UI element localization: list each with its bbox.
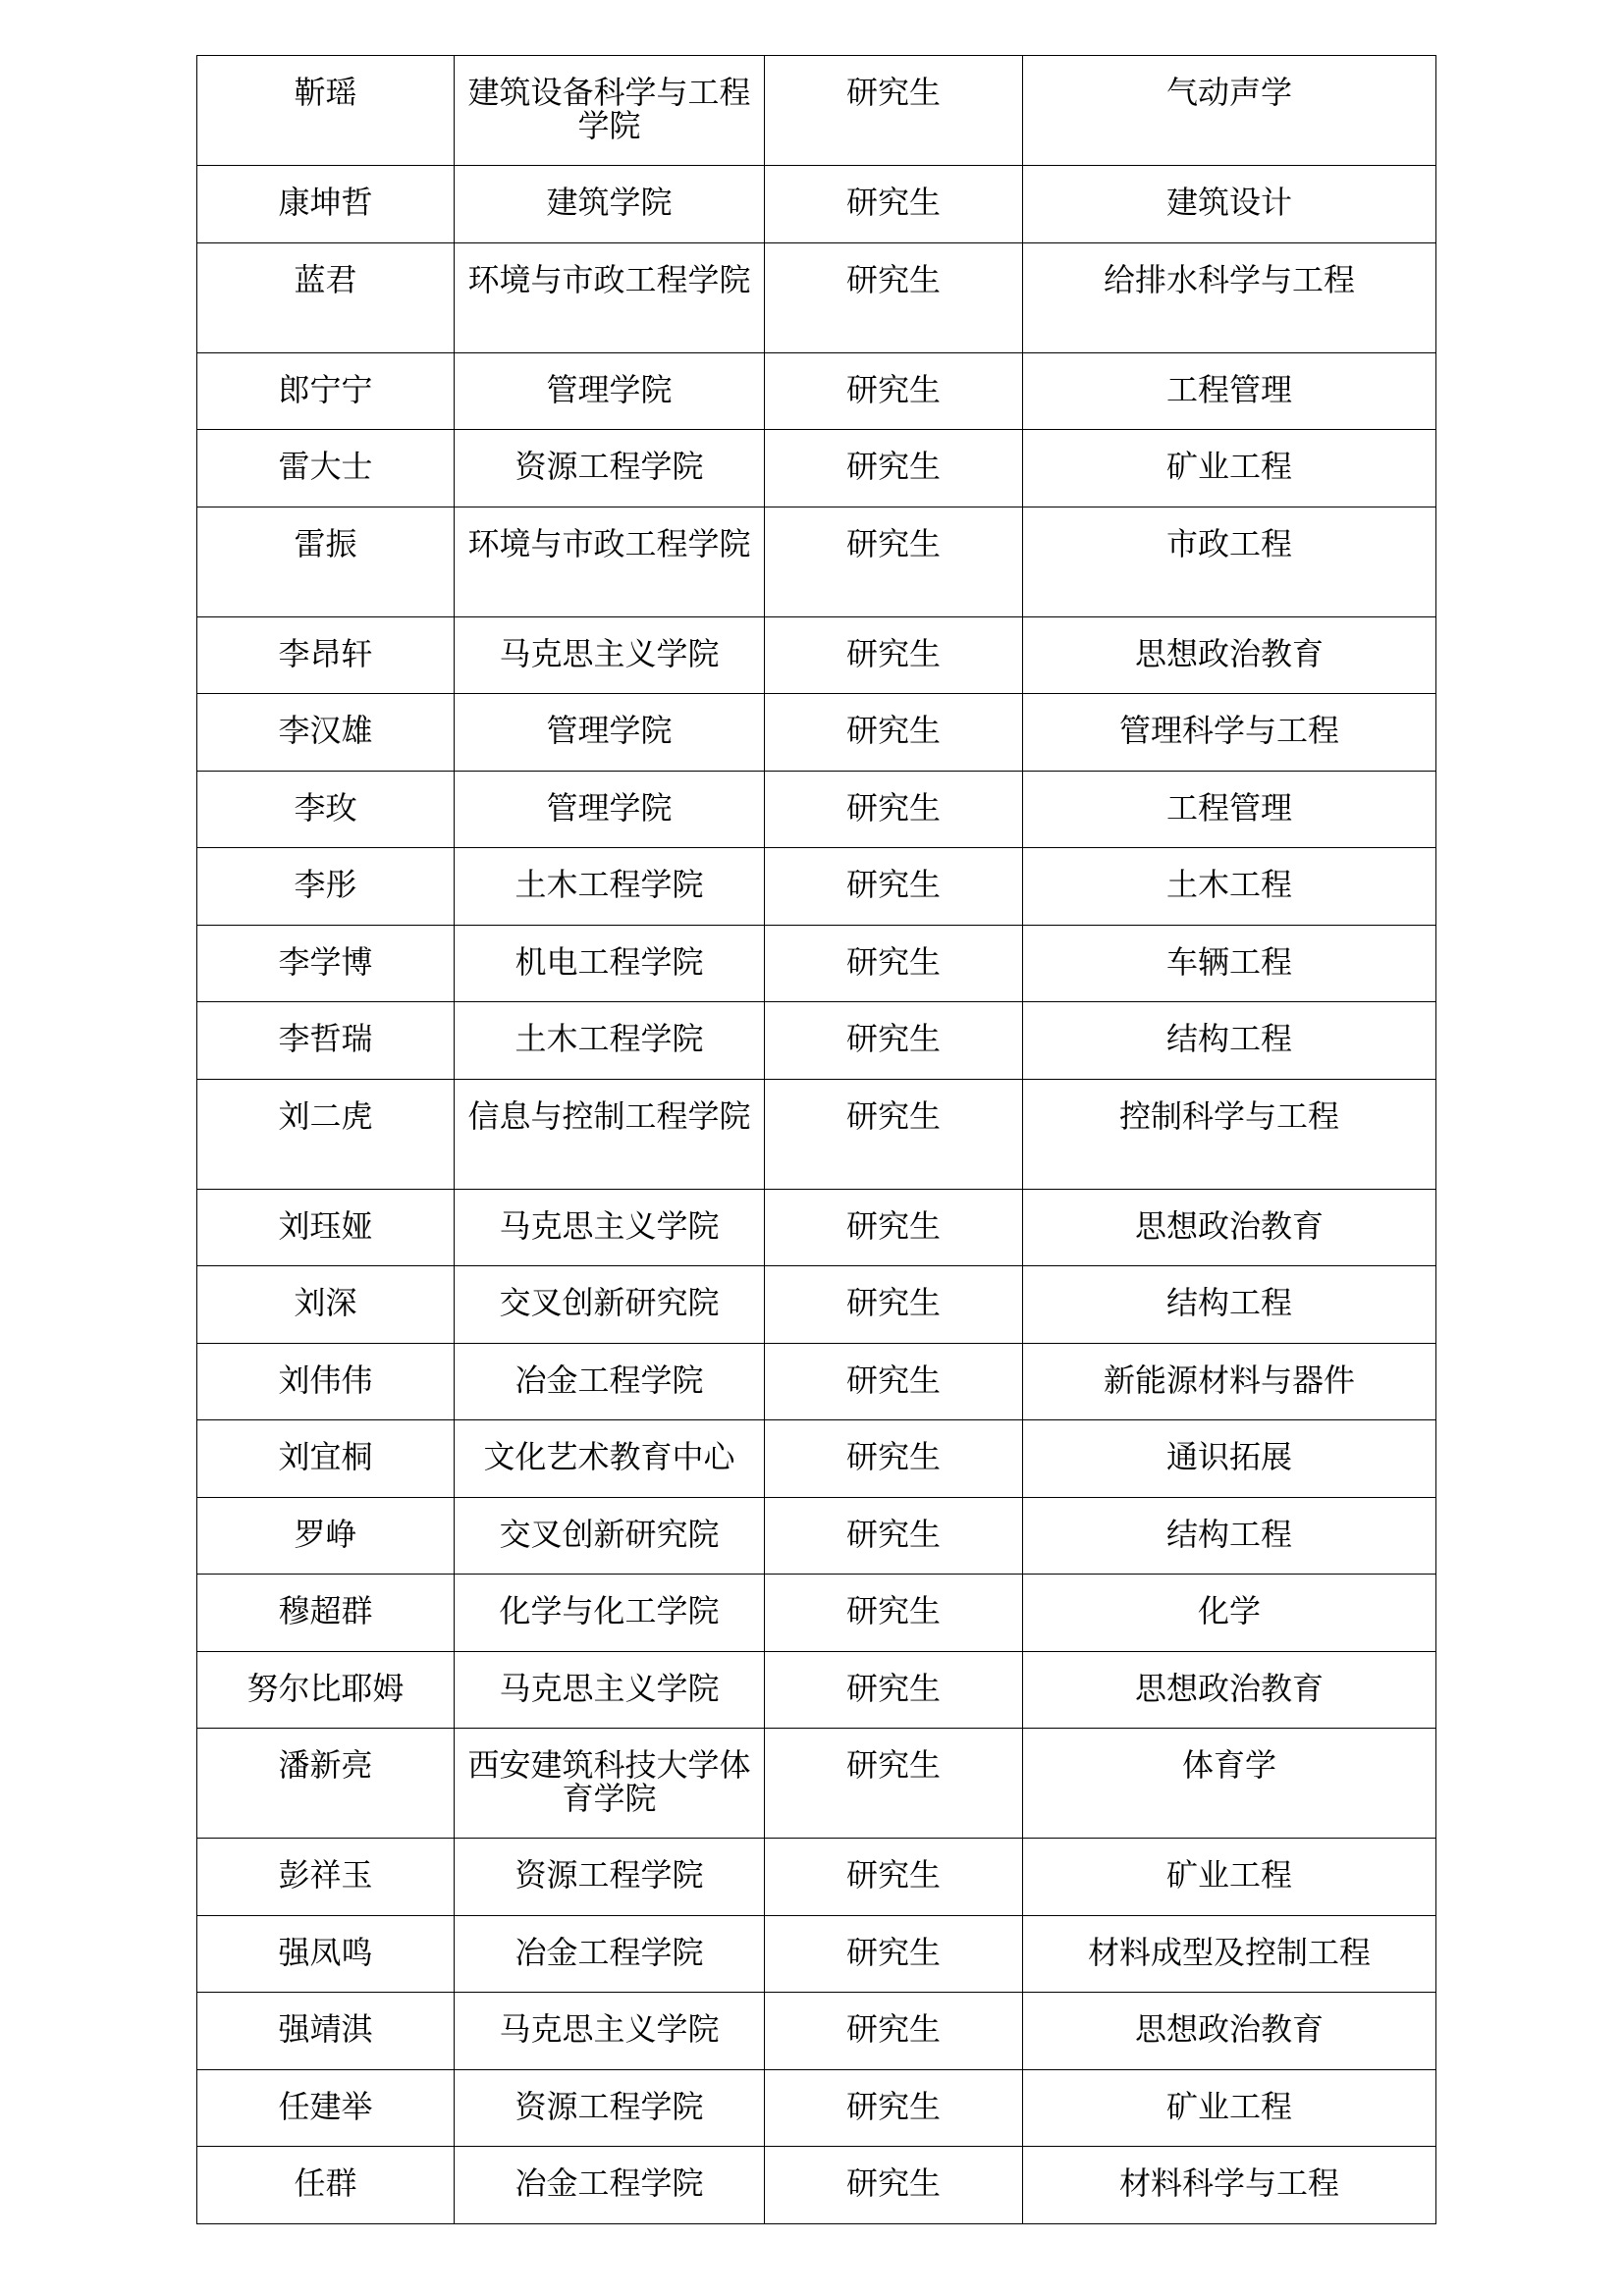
student-type-cell: 研究生	[765, 1497, 1023, 1575]
college-cell: 文化艺术教育中心	[455, 1420, 765, 1498]
student-name-cell: 刘宜桐	[197, 1420, 455, 1498]
major-cell: 思想政治教育	[1023, 1993, 1436, 2070]
college-cell: 土木工程学院	[455, 1002, 765, 1080]
college-cell: 冶金工程学院	[455, 2147, 765, 2224]
student-type-cell: 研究生	[765, 1729, 1023, 1839]
major-cell: 材料成型及控制工程	[1023, 1915, 1436, 1993]
student-name-cell: 刘二虎	[197, 1079, 455, 1189]
student-type-cell: 研究生	[765, 166, 1023, 243]
major-cell: 气动声学	[1023, 56, 1436, 166]
student-name-cell: 刘珏娅	[197, 1189, 455, 1266]
major-cell: 矿业工程	[1023, 1839, 1436, 1916]
student-name-cell: 雷振	[197, 507, 455, 616]
student-name-cell: 李玫	[197, 771, 455, 848]
major-cell: 给排水科学与工程	[1023, 242, 1436, 352]
student-type-cell: 研究生	[765, 1993, 1023, 2070]
college-cell: 马克思主义学院	[455, 1189, 765, 1266]
student-name-cell: 努尔比耶姆	[197, 1651, 455, 1729]
college-cell: 管理学院	[455, 694, 765, 772]
table-row	[197, 1189, 1436, 1266]
student-type-cell: 研究生	[765, 1266, 1023, 1344]
college-cell: 化学与化工学院	[455, 1575, 765, 1652]
major-cell: 矿业工程	[1023, 430, 1436, 507]
student-name-cell: 刘伟伟	[197, 1343, 455, 1420]
college-cell: 冶金工程学院	[455, 1343, 765, 1420]
table-row	[197, 1729, 1436, 1839]
major-cell: 工程管理	[1023, 352, 1436, 430]
table-row	[197, 2069, 1436, 2147]
student-type-cell: 研究生	[765, 1189, 1023, 1266]
college-cell: 资源工程学院	[455, 2069, 765, 2147]
student-type-cell: 研究生	[765, 771, 1023, 848]
student-name-cell: 穆超群	[197, 1575, 455, 1652]
student-type-cell: 研究生	[765, 1839, 1023, 1916]
table-row	[197, 694, 1436, 772]
table-row	[197, 242, 1436, 352]
major-cell: 矿业工程	[1023, 2069, 1436, 2147]
student-name-cell: 强靖淇	[197, 1993, 455, 2070]
student-name-cell: 李哲瑞	[197, 1002, 455, 1080]
table-row	[197, 1420, 1436, 1498]
table-row	[197, 507, 1436, 616]
college-cell: 建筑设备科学与工程学院	[455, 56, 765, 166]
student-name-cell: 蓝君	[197, 242, 455, 352]
student-name-cell: 康坤哲	[197, 166, 455, 243]
table-row	[197, 1079, 1436, 1189]
college-cell: 西安建筑科技大学体育学院	[455, 1729, 765, 1839]
table-row	[197, 430, 1436, 507]
college-cell: 资源工程学院	[455, 430, 765, 507]
major-cell: 车辆工程	[1023, 925, 1436, 1002]
table-row	[197, 1575, 1436, 1652]
college-cell: 管理学院	[455, 352, 765, 430]
student-type-cell: 研究生	[765, 1079, 1023, 1189]
student-name-cell: 潘新亮	[197, 1729, 455, 1839]
major-cell: 化学	[1023, 1575, 1436, 1652]
student-type-cell: 研究生	[765, 1002, 1023, 1080]
student-name-cell: 李汉雄	[197, 694, 455, 772]
major-cell: 土木工程	[1023, 848, 1436, 926]
college-cell: 交叉创新研究院	[455, 1266, 765, 1344]
student-type-cell: 研究生	[765, 616, 1023, 694]
student-name-cell: 李昂轩	[197, 616, 455, 694]
major-cell: 新能源材料与器件	[1023, 1343, 1436, 1420]
student-name-cell: 郎宁宁	[197, 352, 455, 430]
table-row	[197, 771, 1436, 848]
table-row	[197, 1915, 1436, 1993]
student-name-cell: 任建举	[197, 2069, 455, 2147]
student-type-cell: 研究生	[765, 1915, 1023, 1993]
major-cell: 材料科学与工程	[1023, 2147, 1436, 2224]
student-type-cell: 研究生	[765, 848, 1023, 926]
major-cell: 建筑设计	[1023, 166, 1436, 243]
table-row	[197, 56, 1436, 166]
table-row	[197, 1002, 1436, 1080]
student-name-cell: 罗峥	[197, 1497, 455, 1575]
college-cell: 马克思主义学院	[455, 616, 765, 694]
college-cell: 信息与控制工程学院	[455, 1079, 765, 1189]
major-cell: 管理科学与工程	[1023, 694, 1436, 772]
college-cell: 环境与市政工程学院	[455, 242, 765, 352]
student-type-cell: 研究生	[765, 2147, 1023, 2224]
college-cell: 马克思主义学院	[455, 1993, 765, 2070]
table-row	[197, 1839, 1436, 1916]
student-type-cell: 研究生	[765, 56, 1023, 166]
student-type-cell: 研究生	[765, 925, 1023, 1002]
major-cell: 思想政治教育	[1023, 1189, 1436, 1266]
student-type-cell: 研究生	[765, 2069, 1023, 2147]
table-row	[197, 1266, 1436, 1344]
student-type-cell: 研究生	[765, 1575, 1023, 1652]
college-cell: 管理学院	[455, 771, 765, 848]
table-row	[197, 2147, 1436, 2224]
student-name-cell: 李学博	[197, 925, 455, 1002]
major-cell: 结构工程	[1023, 1497, 1436, 1575]
college-cell: 资源工程学院	[455, 1839, 765, 1916]
table-row	[197, 848, 1436, 926]
table-row	[197, 166, 1436, 243]
college-cell: 土木工程学院	[455, 848, 765, 926]
major-cell: 市政工程	[1023, 507, 1436, 616]
table-row	[197, 1497, 1436, 1575]
student-name-cell: 刘深	[197, 1266, 455, 1344]
college-cell: 马克思主义学院	[455, 1651, 765, 1729]
student-type-cell: 研究生	[765, 1651, 1023, 1729]
student-roster-table	[196, 55, 1436, 2224]
roster-body	[197, 56, 1436, 2224]
major-cell: 思想政治教育	[1023, 616, 1436, 694]
major-cell: 控制科学与工程	[1023, 1079, 1436, 1189]
major-cell: 结构工程	[1023, 1002, 1436, 1080]
college-cell: 环境与市政工程学院	[455, 507, 765, 616]
student-name-cell: 强凤鸣	[197, 1915, 455, 1993]
table-row	[197, 925, 1436, 1002]
student-type-cell: 研究生	[765, 507, 1023, 616]
student-type-cell: 研究生	[765, 430, 1023, 507]
college-cell: 建筑学院	[455, 166, 765, 243]
major-cell: 思想政治教育	[1023, 1651, 1436, 1729]
student-name-cell: 彭祥玉	[197, 1839, 455, 1916]
student-name-cell: 雷大士	[197, 430, 455, 507]
college-cell: 交叉创新研究院	[455, 1497, 765, 1575]
student-name-cell: 李彤	[197, 848, 455, 926]
student-type-cell: 研究生	[765, 1343, 1023, 1420]
table-row	[197, 1993, 1436, 2070]
student-type-cell: 研究生	[765, 694, 1023, 772]
major-cell: 结构工程	[1023, 1266, 1436, 1344]
student-name-cell: 靳瑶	[197, 56, 455, 166]
document-page	[196, 55, 1435, 2224]
table-row	[197, 616, 1436, 694]
college-cell: 冶金工程学院	[455, 1915, 765, 1993]
major-cell: 体育学	[1023, 1729, 1436, 1839]
table-row	[197, 352, 1436, 430]
major-cell: 通识拓展	[1023, 1420, 1436, 1498]
student-type-cell: 研究生	[765, 242, 1023, 352]
major-cell: 工程管理	[1023, 771, 1436, 848]
student-type-cell: 研究生	[765, 352, 1023, 430]
college-cell: 机电工程学院	[455, 925, 765, 1002]
table-row	[197, 1343, 1436, 1420]
student-name-cell: 任群	[197, 2147, 455, 2224]
table-row	[197, 1651, 1436, 1729]
student-type-cell: 研究生	[765, 1420, 1023, 1498]
